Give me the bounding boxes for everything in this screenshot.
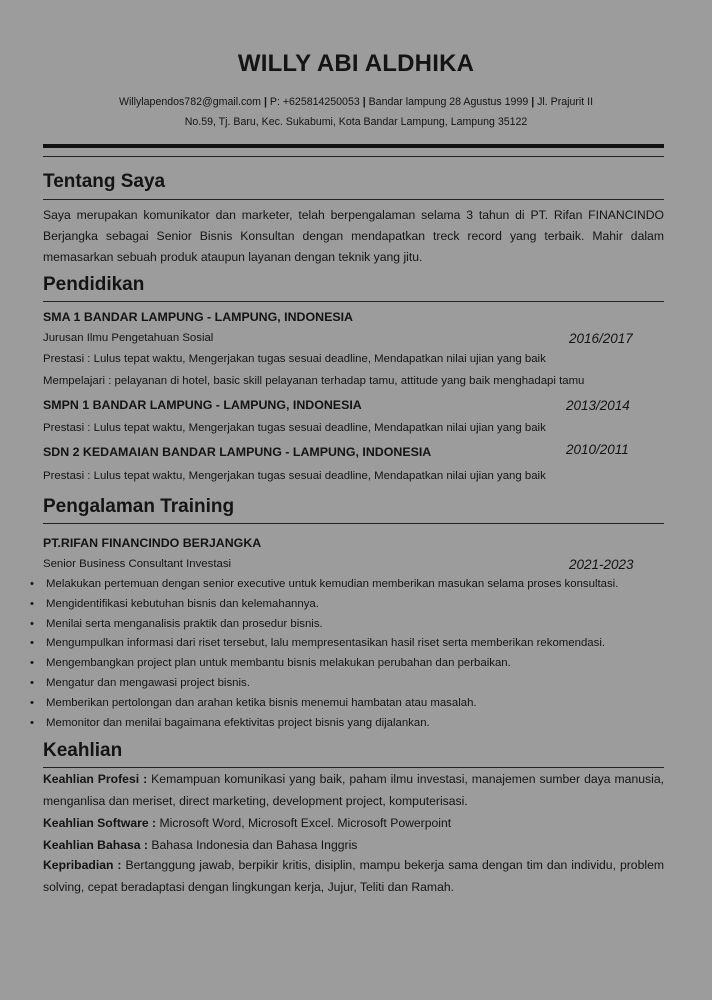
training-bullet-list [30, 575, 690, 733]
candidate-name: WILLY ABI ALDHIKA [237, 50, 475, 77]
section-divider [43, 523, 664, 524]
section-title-skills: Keahlian [43, 740, 123, 761]
skill-kepribadian [43, 854, 664, 898]
skill-text: Microsoft Word, Microsoft Excel. Microsoft Powerpoint [156, 816, 452, 830]
skill-bahasa [43, 834, 664, 856]
skill-label: Keahlian Profesi : [43, 772, 148, 786]
birth-text: Bandar lampung 28 Agustus 1999 [368, 96, 529, 108]
list-item: • Mengatur dan mengawasi project bisnis. [30, 674, 690, 694]
about-text: Saya merupakan komunikator dan marketer, telah berpengalaman selama 3 tahun di PT. Rifan FINANCINDO Berjangka sebagai Senior Bisnis Konsultan dengan mendapatkan treck record yang terbaik. Mahir dalam memasarkan sebuah produk ataupun layanan dengan teknik yang jitu. [43, 208, 664, 264]
list-item: • Menilai serta menganalisis praktik dan prosedur bisnis. [30, 615, 690, 635]
skill-profesi [43, 768, 664, 812]
section-title-education: Pendidikan [43, 274, 145, 295]
separator: | [263, 96, 267, 108]
address-text-1: Jl. Prajurit II [537, 96, 594, 108]
list-item: • Mengembangkan project plan untuk membantu bisnis melakukan perubahan dan perbaikan. [30, 654, 690, 674]
education-line: Prestasi : Lulus tepat waktu, Mengerjakan tugas sesuai deadline, Mendapatkan nilai ujian yang baik [43, 470, 546, 482]
address-text-2: No.59, Tj. Baru, Kec. Sukabumi, Kota Bandar Lampung, Lampung 35122 [184, 116, 528, 128]
skill-text: Kemampuan komunikasi yang baik, paham ilmu investasi, manajemen sumber daya manusia, menganlisa dan meriset, direct marketing, development project, komputerisasi. [43, 772, 664, 808]
education-line: Mempelajari : pelayanan di hotel, basic skill pelayanan terhadap tamu, attitude yang baik menghadapi tamu [43, 375, 585, 387]
separator: | [531, 96, 535, 108]
separator: | [362, 96, 366, 108]
header-divider-thin [43, 156, 664, 157]
education-school: SMPN 1 BANDAR LAMPUNG - LAMPUNG, INDONESIA [43, 398, 362, 412]
skill-text: Bertanggung jawab, berpikir kritis, disiplin, mampu bekerja sama dengan tim dan individu, problem solving, cepat beradaptasi dengan lingkungan kerja, Jujur, Teliti dan Ramah. [43, 858, 665, 894]
list-item: • Mengumpulkan informasi dari riset tersebut, lalu mempresentasikan hasil riset serta memberikan rekomendasi. [30, 634, 690, 654]
training-year: 2021-2023 [569, 557, 634, 572]
section-title-about: Tentang Saya [43, 171, 166, 192]
contact-info [60, 92, 652, 132]
email-text: Willylapendos782@gmail.com [118, 96, 262, 108]
training-role: Senior Business Consultant Investasi [43, 558, 232, 570]
education-line: Prestasi : Lulus tepat waktu, Mengerjakan tugas sesuai deadline, Mendapatkan nilai ujian yang baik [43, 353, 546, 365]
list-item: • Mengidentifikasi kebutuhan bisnis dan kelemahannya. [30, 595, 690, 615]
skill-software [43, 812, 664, 834]
education-year: 2016/2017 [569, 331, 633, 346]
education-school: SMA 1 BANDAR LAMPUNG - LAMPUNG, INDONESIA [43, 310, 353, 324]
skill-text: Bahasa Indonesia dan Bahasa Inggris [148, 838, 358, 852]
section-divider [43, 199, 664, 200]
education-school: SDN 2 KEDAMAIAN BANDAR LAMPUNG - LAMPUNG, INDONESIA [43, 445, 432, 459]
skill-label: Kepribadian : [43, 858, 122, 872]
list-item: • Memonitor dan menilai bagaimana efektivitas project bisnis yang dijalankan. [30, 714, 690, 734]
education-year: 2010/2011 [566, 442, 629, 457]
skill-label: Keahlian Software : [43, 816, 157, 830]
list-item: • Memberikan pertolongan dan arahan ketika bisnis menemui hambatan atau masalah. [30, 694, 690, 714]
training-company: PT.RIFAN FINANCINDO BERJANGKA [43, 536, 262, 550]
section-title-training: Pengalaman Training [43, 496, 235, 517]
skill-label: Keahlian Bahasa : [43, 838, 148, 852]
education-line: Prestasi : Lulus tepat waktu, Mengerjakan tugas sesuai deadline, Mendapatkan nilai ujian yang baik [43, 422, 546, 434]
section-divider [43, 301, 664, 302]
education-year: 2013/2014 [566, 398, 630, 413]
phone-text: P: +625814250053 [269, 96, 360, 108]
education-major: Jurusan Ilmu Pengetahuan Sosial [43, 332, 214, 344]
list-item: • Melakukan pertemuan dengan senior executive untuk kemudian memberikan masukan selama proses konsultasi. [30, 575, 690, 595]
header-divider-thick [43, 144, 664, 148]
